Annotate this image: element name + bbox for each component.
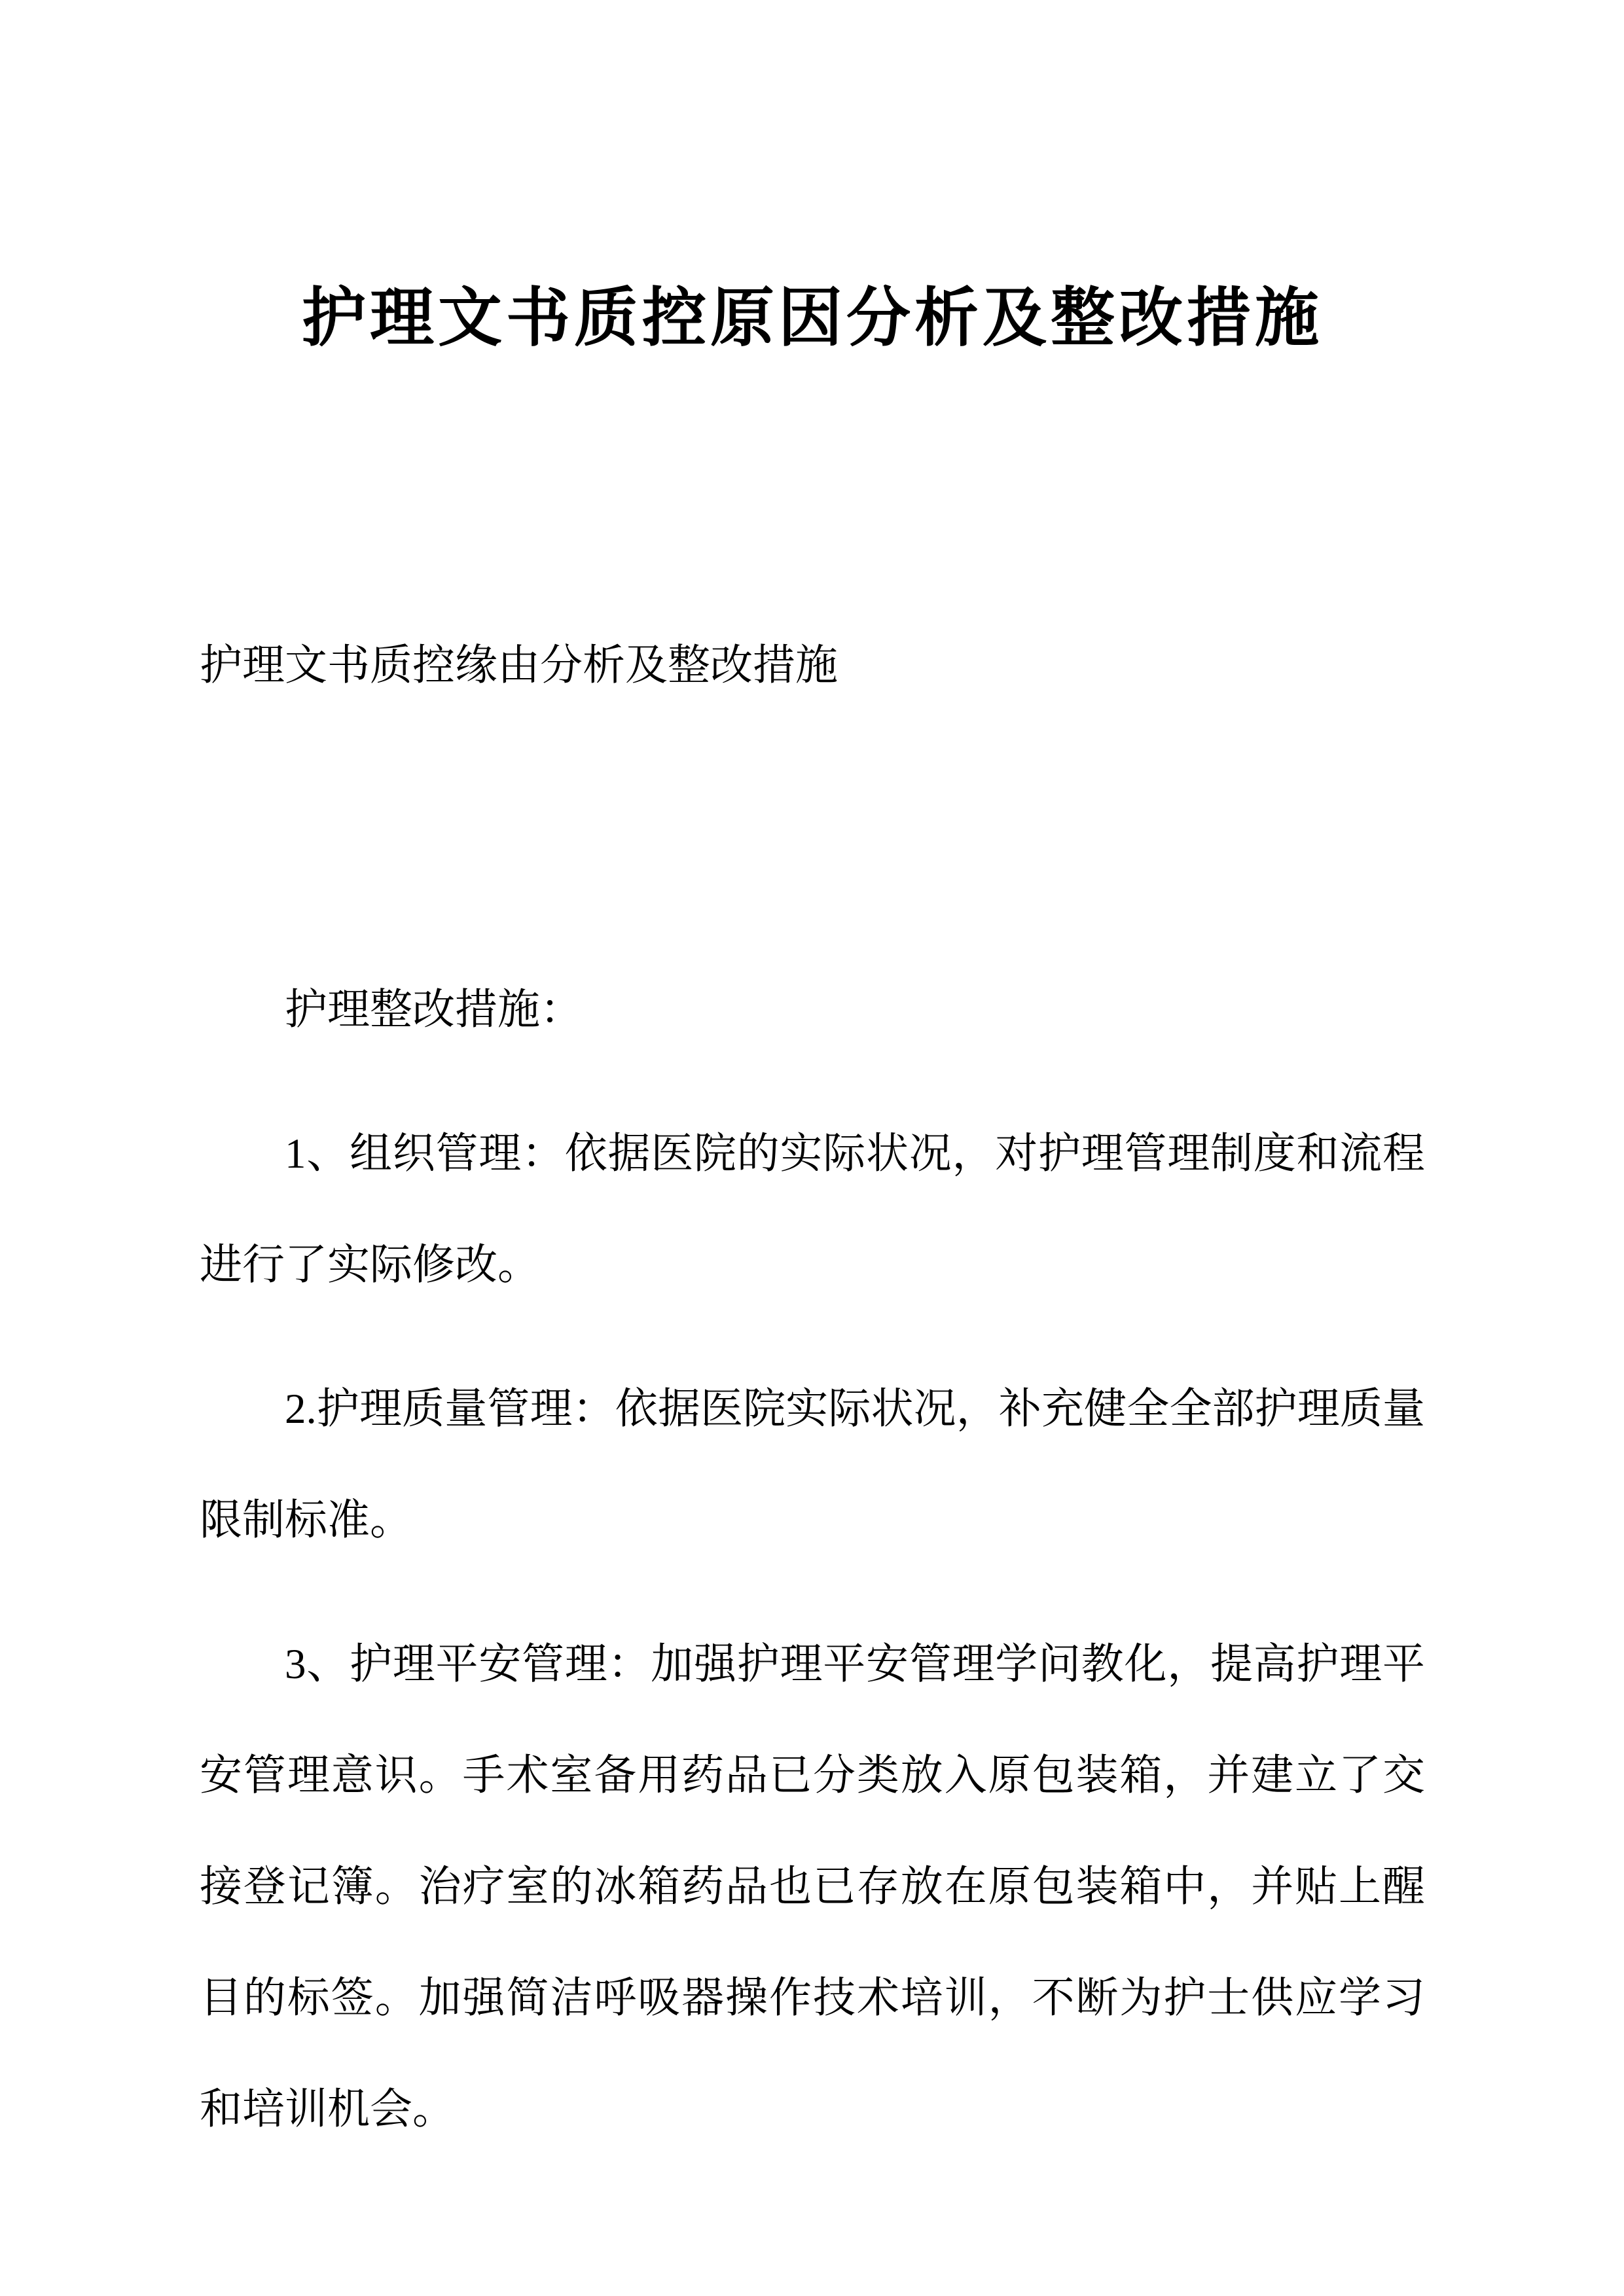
paragraph-organization-management: 1、组织管理：依据医院的实际状况，对护理管理制度和流程进行了实际修改。 xyxy=(200,1130,1425,1289)
section-heading: 护理整改措施： xyxy=(285,986,583,1033)
document-subtitle: 护理文书质控缘由分析及整改措施 xyxy=(200,642,839,689)
paragraph-quality-management: 2.护理质量管理：依据医院实际状况，补充健全全部护理质量限制标准。 xyxy=(200,1386,1425,1544)
document-content xyxy=(200,0,1425,2165)
document-title: 护理文书质控原因分析及整改措施 xyxy=(301,283,1323,354)
paragraph-safety-management: 3、护理平安管理：加强护理平安管理学问教化，提高护理平安管理意识。手术室备用药品已分类放入原包装箱，并建立了交接登记簿。治疗室的冰箱药品也已存放在原包装箱中，并贴上醒目的标签。加强简洁呼吸器操作技术培训，不断为护士供应学习和培训机会。 xyxy=(200,1641,1425,2133)
